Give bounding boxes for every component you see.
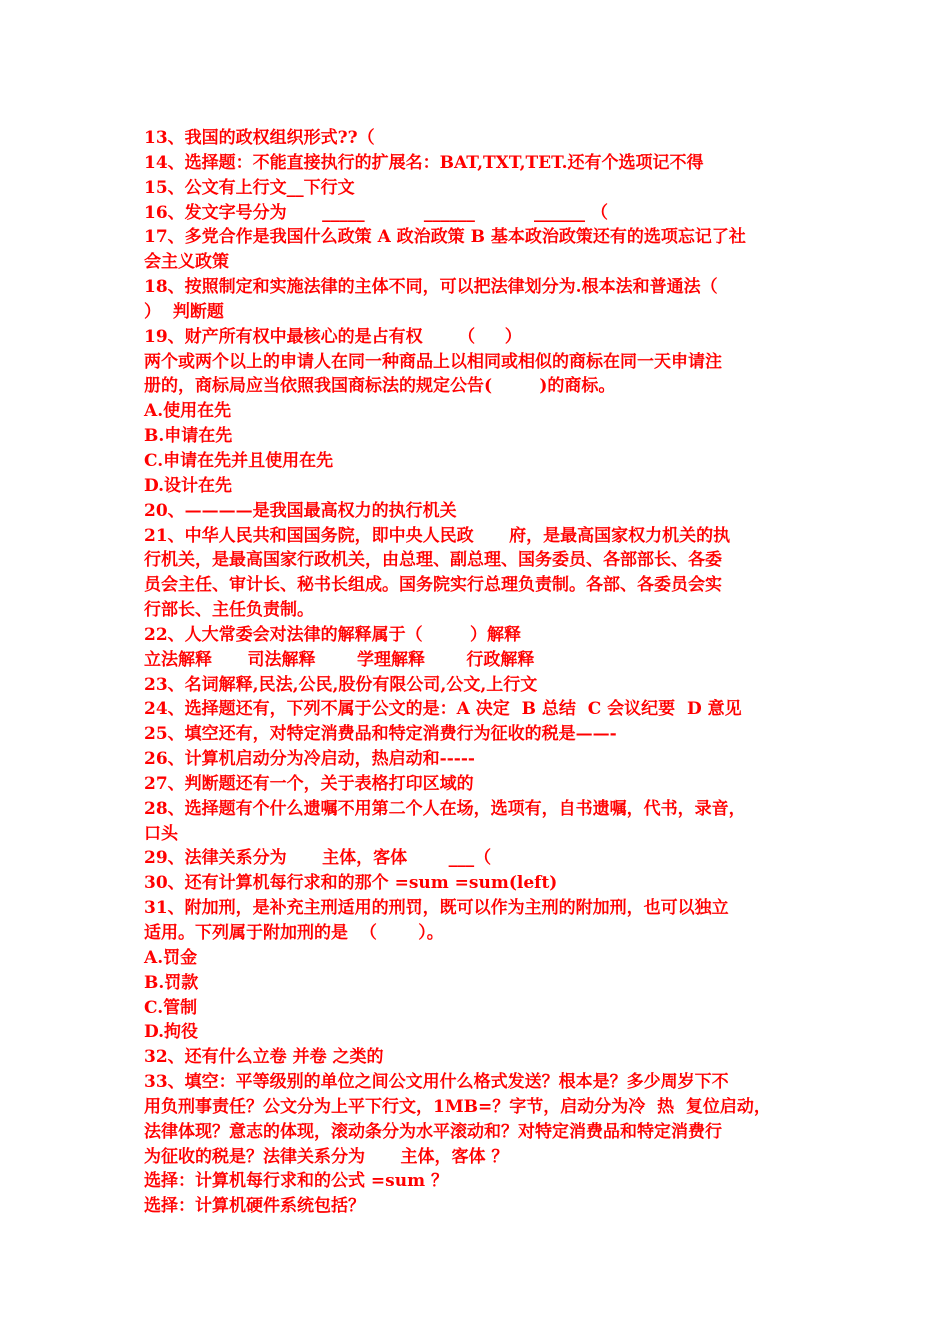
trademark-option-c: C.申请在先并且使用在先 xyxy=(144,450,334,471)
line-20-question: 20、————是我国最高权力的执行机关 xyxy=(144,500,457,521)
penalty-option-d: D.拘役 xyxy=(144,1022,199,1043)
trademark-option-b: B.申请在先 xyxy=(144,426,233,447)
choice-sum-formula: 选择：计算机每行求和的公式 =sum ？ xyxy=(144,1171,448,1192)
trademark-option-d: D.设计在先 xyxy=(144,475,233,496)
penalty-option-a: A.罚金 xyxy=(144,947,198,968)
line-21-continuation-3: 行部长、主任负责制。 xyxy=(144,600,314,621)
line-22-options: 立法解释 司法解释 学理解释 行政解释 xyxy=(144,649,535,670)
penalty-option-b: B.罚款 xyxy=(144,972,199,993)
line-33-continuation-1: 用负刑事责任？公文分为上平下行文，1MB=？字节，启动分为冷 热 复位启动， xyxy=(144,1096,771,1117)
line-23-question: 23、名词解释,民法,公民,股份有限公司,公文,上行文 xyxy=(144,674,538,695)
line-22-question: 22、人大常委会对法律的解释属于（ ）解释 xyxy=(144,624,522,645)
line-21-continuation-1: 行机关，是最高国家行政机关，由总理、副总理、国务委员、各部部长、各委 xyxy=(144,550,722,571)
line-24-question: 24、选择题还有，下列不属于公文的是：A 决定 B 总结 C 会议纪要 D 意见 xyxy=(144,699,742,720)
penalty-option-c: C.管制 xyxy=(144,997,198,1018)
line-30-question: 30、还有计算机每行求和的那个 =sum =sum(left) xyxy=(144,873,558,894)
line-21-continuation-2: 员会主任、审计长、秘书长组成。国务院实行总理负责制。各部、各委员会实 xyxy=(144,575,722,596)
line-17-question: 17、多党合作是我国什么政策 A 政治政策 B 基本政治政策还有的选项忘记了社 xyxy=(144,227,746,248)
line-19-question: 19、财产所有权中最核心的是占有权 （ ） xyxy=(144,326,522,347)
line-28-question: 28、选择题有个什么遗嘱不用第二个人在场，选项有，自书遗嘱，代书，录音， xyxy=(144,798,746,819)
line-13-question: 13、我国的政权组织形式??（ xyxy=(144,128,375,148)
line-26-question: 26、计算机启动分为冷启动，热启动和----- xyxy=(144,749,475,770)
line-21-question: 21、中华人民共和国国务院，即中央人民政 府，是最高国家权力机关的执 xyxy=(144,525,731,546)
line-27-question: 27、判断题还有一个，关于表格打印区域的 xyxy=(144,773,474,794)
trademark-question-continuation: 册的，商标局应当依照我国商标法的规定公告( )的商标。 xyxy=(144,376,616,397)
line-31-continuation: 适用。下列属于附加刑的是 （ ）。 xyxy=(144,923,444,943)
trademark-option-a: A.使用在先 xyxy=(144,401,232,422)
line-33-question: 33、填空：平等级别的单位之间公文用什么格式发送？根本是？多少周岁下不 xyxy=(144,1072,729,1093)
document-body xyxy=(144,126,824,1219)
line-18-question: 18、按照制定和实施法律的主体不同，可以把法律划分为.根本法和普通法（ xyxy=(144,277,718,298)
line-17-continuation: 会主义政策 xyxy=(144,252,229,273)
line-29-question: 29、法律关系分为 主体，客体 ___（ xyxy=(144,848,492,869)
line-28-continuation: 口头 xyxy=(144,823,178,844)
line-32-question: 32、还有什么立卷 并卷 之类的 xyxy=(144,1047,384,1068)
line-18-continuation: ） 判断题 xyxy=(144,301,224,322)
line-33-continuation-3: 为征收的税是？法律关系分为 主体，客体 ？ xyxy=(144,1146,509,1167)
line-31-question: 31、附加刑，是补充主刑适用的刑罚，既可以作为主刑的附加刑，也可以独立 xyxy=(144,898,729,919)
line-33-continuation-2: 法律体现？意志的体现，滚动条分为水平滚动和？对特定消费品和特定消费行 xyxy=(144,1121,722,1142)
trademark-question: 两个或两个以上的申请人在同一种商品上以相同或相似的商标在同一天申请注 xyxy=(144,351,722,372)
choice-hardware-system: 选择：计算机硬件系统包括？ xyxy=(144,1196,365,1217)
line-16-question: 16、发文字号分为 _____ ______ ______ （ xyxy=(144,202,608,223)
line-14-question: 14、选择题：不能直接执行的扩展名：BAT,TXT,TET.还有个选项记不得 xyxy=(144,152,704,173)
line-15-question: 15、公文有上行文__下行文 xyxy=(144,177,355,198)
line-25-question: 25、填空还有，对特定消费品和特定消费行为征收的税是——- xyxy=(144,724,617,745)
